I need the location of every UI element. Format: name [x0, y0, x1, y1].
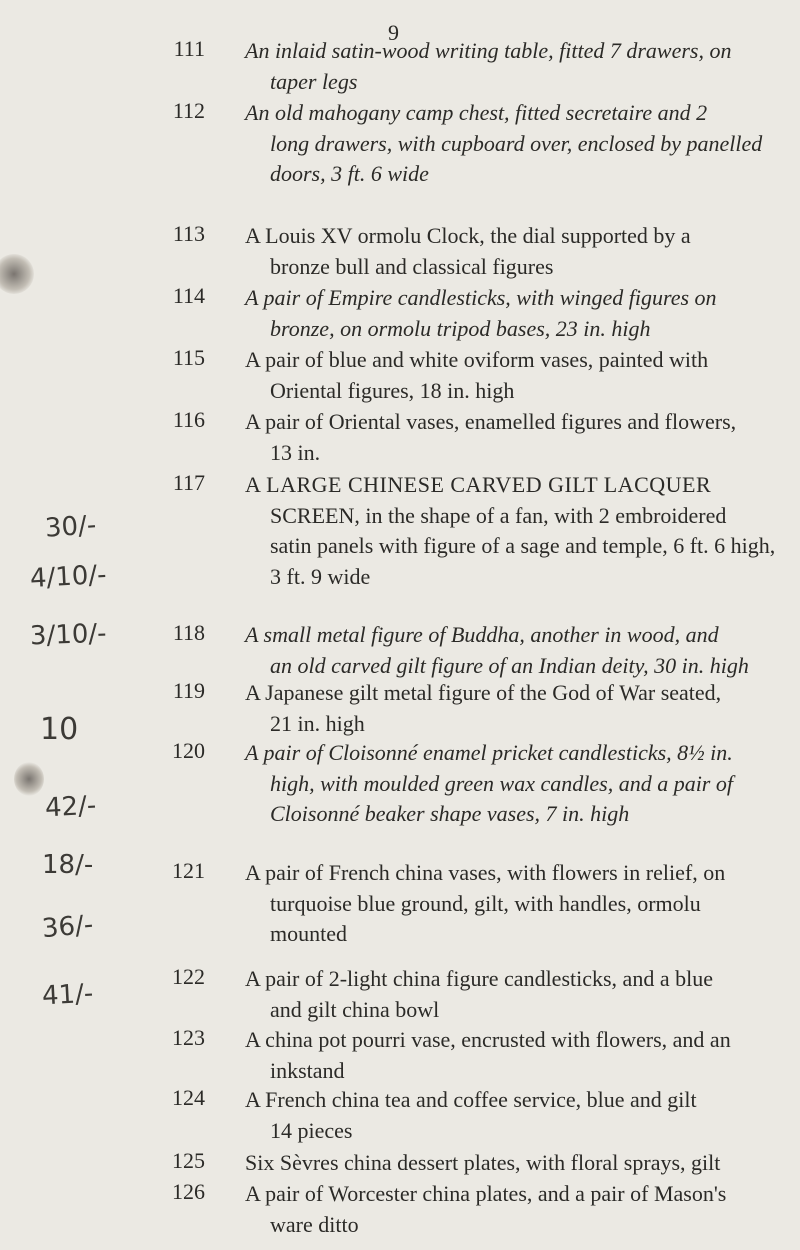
lot-number: 123	[172, 1025, 205, 1050]
description-line: A pair of blue and white oviform vases, painted with	[245, 347, 709, 372]
ink-spot	[14, 762, 44, 796]
description-line: An inlaid satin-wood writing table, fitted 7 drawers, on	[245, 38, 732, 63]
description-line: 3 ft. 9 wide	[270, 563, 371, 589]
handwritten-note: 36/-	[40, 909, 95, 945]
handwritten-note: 3/10/-	[29, 618, 108, 652]
lot-description	[245, 1179, 785, 1240]
ink-spot	[0, 254, 34, 294]
lot-number: 113	[172, 221, 205, 246]
description-line: long drawers, with cupboard over, enclosed by panelled	[270, 130, 763, 156]
description-line: Cloisonné beaker shape vases, 7 in. high	[270, 801, 630, 826]
lot-description	[245, 283, 785, 344]
description-line: doors, 3 ft. 6 wide	[270, 161, 429, 186]
description-line: 13 in.	[270, 439, 321, 465]
description-line: taper legs	[270, 68, 358, 94]
description-line: turquoise blue ground, gilt, with handles, ormolu	[270, 890, 701, 916]
description-line: A pair of Cloisonné enamel pricket candlesticks, 8½ in.	[245, 740, 733, 765]
lot-number: 114	[172, 283, 205, 308]
lot-number: 116	[172, 407, 205, 432]
lot-number: 122	[172, 964, 205, 989]
lot-description	[245, 345, 785, 406]
description-line: A small metal figure of Buddha, another in wood, and	[245, 622, 719, 647]
lot-number: 112	[172, 98, 205, 123]
lot-number: 120	[172, 738, 205, 763]
lot-description	[245, 964, 785, 1025]
lot-description	[245, 620, 785, 681]
description-line: 14 pieces	[270, 1117, 353, 1143]
lot-number: 121	[172, 858, 205, 883]
description-line: A pair of French china vases, with flowers in relief, on	[245, 860, 726, 885]
description-line: A pair of Empire candlesticks, with winged figures on	[245, 285, 717, 310]
description-line: A china pot pourri vase, encrusted with flowers, and an	[245, 1027, 731, 1052]
lot-number: 115	[172, 345, 205, 370]
lot-number: 117	[172, 470, 205, 495]
lot-description	[245, 1025, 785, 1086]
description-line: Oriental figures, 18 in. high	[270, 377, 515, 403]
description-line: A pair of 2-light china figure candlesticks, and a blue	[245, 966, 713, 991]
description-line: bronze, on ormolu tripod bases, 23 in. high	[270, 315, 651, 341]
lot-description	[245, 221, 785, 282]
lot-description	[245, 1085, 785, 1146]
lot-number: 118	[172, 620, 205, 645]
description-line: A French china tea and coffee service, blue and gilt	[245, 1087, 697, 1112]
description-line: satin panels with figure of a sage and temple, 6 ft. 6 high,	[270, 533, 776, 558]
description-line: An old mahogany camp chest, fitted secretaire and 2	[245, 100, 708, 125]
description-line: A Japanese gilt metal figure of the God of War seated,	[245, 680, 722, 705]
handwritten-note: 4/10/-	[29, 560, 108, 594]
description-line: and gilt china bowl	[270, 996, 440, 1022]
description-line: 21 in. high	[270, 710, 365, 736]
lot-description	[245, 738, 785, 830]
description-line: ware ditto	[270, 1211, 359, 1237]
lot-number: 111	[173, 36, 205, 61]
lot-description	[245, 678, 785, 739]
handwritten-note: 18/-	[42, 850, 94, 880]
description-line: inkstand	[270, 1057, 345, 1083]
description-line: high, with moulded green wax candles, and a pair of	[270, 770, 733, 796]
lot-description	[245, 858, 785, 950]
lot-number: 125	[172, 1148, 205, 1173]
lot-number: 126	[172, 1179, 205, 1204]
handwritten-note: 10	[40, 712, 79, 747]
description-line: bronze bull and classical figures	[270, 253, 554, 279]
handwritten-note: 41/-	[41, 978, 94, 1012]
handwritten-note: 30/-	[44, 510, 98, 544]
description-line: SCREEN, in the shape of a fan, with 2 embroidered	[270, 502, 727, 528]
description-line: Six Sèvres china dessert plates, with floral sprays, gilt	[245, 1150, 721, 1175]
lot-description	[245, 407, 785, 468]
description-line: an old carved gilt figure of an Indian deity, 30 in. high	[270, 652, 749, 678]
description-line: A Louis XV ormolu Clock, the dial supported by a	[245, 223, 691, 248]
lot-description	[245, 470, 785, 592]
lot-number: 124	[172, 1085, 205, 1110]
description-line: A pair of Oriental vases, enamelled figures and flowers,	[245, 409, 737, 434]
page-number: 9	[388, 20, 400, 45]
handwritten-note: 42/-	[44, 790, 97, 824]
lot-description	[245, 1148, 785, 1179]
lot-description	[245, 98, 785, 190]
lot-number: 119	[172, 678, 205, 703]
lot-description	[245, 36, 785, 97]
description-line: A pair of Worcester china plates, and a pair of Mason's	[245, 1181, 727, 1206]
description-line: mounted	[270, 921, 347, 946]
description-line: A LARGE CHINESE CARVED GILT LACQUER	[245, 472, 712, 497]
